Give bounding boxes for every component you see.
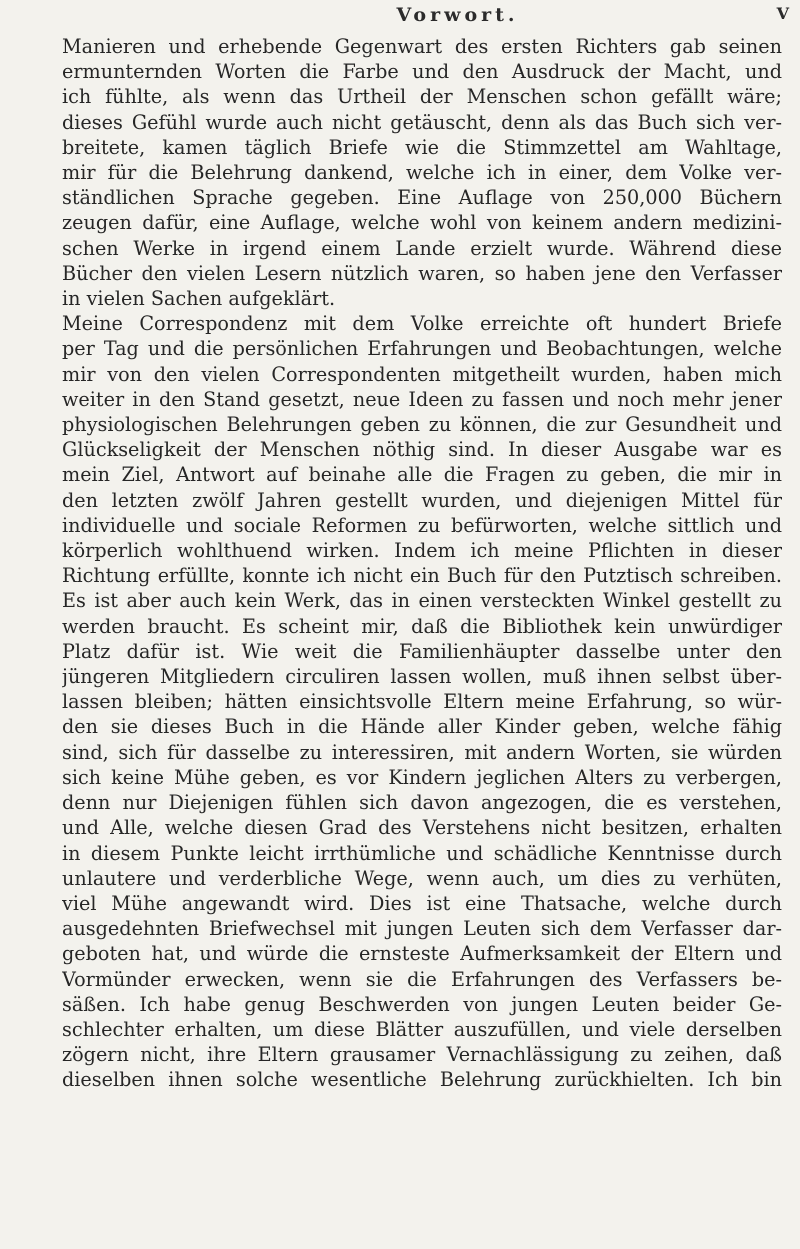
- text-line: viel Mühe angewandt wird. Dies ist eine Thatsache, welche durch: [62, 891, 782, 915]
- text-line: säßen. Ich habe genug Beschwerden von jungen Leuten beider Ge-: [62, 992, 782, 1016]
- text-line: körperlich wohlthuend wirken. Indem ich meine Pflichten in dieser: [62, 539, 782, 563]
- text-line: ermunternden Worten die Farbe und den Ausdruck der Macht, und: [62, 60, 782, 84]
- text-line: zögern nicht, ihre Eltern grausamer Vernachlässigung zu zeihen, daß: [62, 1043, 782, 1067]
- text-line: mein Ziel, Antwort auf beinahe alle die Fragen zu geben, die mir in: [62, 463, 782, 487]
- running-head: Vorwort.: [396, 4, 519, 26]
- text-line: Manieren und erhebende Gegenwart des ersten Richters gab seinen: [62, 35, 782, 58]
- text-line: ausgedehnten Briefwechsel mit jungen Leuten sich dem Verfasser dar-: [62, 917, 782, 941]
- text-line: den letzten zwölf Jahren gestellt wurden, und diejenigen Mittel für: [62, 488, 782, 512]
- text-line: per Tag und die persönlichen Erfahrungen und Beobachtungen, welche: [62, 337, 782, 361]
- text-line: lassen bleiben; hätten einsichtsvolle Eltern meine Erfahrung, so wür-: [62, 690, 782, 714]
- text-line: mir von den vielen Correspondenten mitgetheilt wurden, haben mich: [62, 362, 782, 386]
- text-line: den sie dieses Buch in die Hände aller Kinder geben, welche fähig: [62, 715, 782, 739]
- text-line: breitete, kamen täglich Briefe wie die Stimmzettel am Wahltage,: [62, 135, 782, 159]
- text-line: mir für die Belehrung dankend, welche ich in einer, dem Volke ver-: [62, 161, 782, 185]
- text-line: Bücher den vielen Lesern nützlich waren, so haben jene den Verfasser: [62, 261, 782, 285]
- text-line: dieses Gefühl wurde auch nicht getäuscht, denn als das Buch sich ver-: [62, 110, 782, 134]
- text-line: ich fühlte, als wenn das Urtheil der Menschen schon gefällt wäre;: [62, 85, 782, 109]
- text-line: schlechter erhalten, um diese Blätter auszufüllen, und viele derselben: [62, 1017, 782, 1041]
- text-line: physiologischen Belehrungen geben zu können, die zur Gesundheit und: [62, 413, 782, 437]
- text-line: individuelle und sociale Reformen zu befürworten, welche sittlich und: [62, 513, 782, 537]
- text-line: sind, sich für dasselbe zu interessiren, mit andern Worten, sie würden: [62, 740, 782, 764]
- text-line: weiter in den Stand gesetzt, neue Ideen zu fassen und noch mehr jener: [62, 387, 782, 411]
- text-line: und Alle, welche diesen Grad des Verstehens nicht besitzen, erhalten: [62, 816, 782, 840]
- page-number: V: [776, 4, 789, 23]
- text-line: dieselben ihnen solche wesentliche Belehrung zurückhielten. Ich bin: [62, 1068, 782, 1092]
- text-line: schen Werke in irgend einem Lande erzielt wurde. Während diese: [62, 236, 782, 260]
- text-line: Platz dafür ist. Wie weit die Familienhäupter dasselbe unter den: [62, 639, 782, 663]
- text-line: werden braucht. Es scheint mir, daß die Bibliothek kein unwürdiger: [62, 614, 782, 638]
- text-line: jüngeren Mitgliedern circuliren lassen wollen, muß ihnen selbst über-: [62, 665, 782, 689]
- text-line: geboten hat, und würde die ernsteste Aufmerksamkeit der Eltern und: [62, 942, 782, 966]
- text-line: Glückseligkeit der Menschen nöthig sind. In dieser Ausgabe war es: [62, 438, 782, 462]
- text-line: denn nur Diejenigen fühlen sich davon angezogen, die es verstehen,: [62, 791, 782, 815]
- text-line: in vielen Sachen aufgeklärt.: [62, 287, 336, 311]
- text-line: Es ist aber auch kein Werk, das in einen versteckten Winkel gestellt zu: [62, 589, 782, 613]
- text-line: sich keine Mühe geben, es vor Kindern jeglichen Alters zu verbergen,: [62, 765, 782, 789]
- text-line: Vormünder erwecken, wenn sie die Erfahrungen des Verfassers be-: [62, 967, 782, 991]
- text-line: Richtung erfüllte, konnte ich nicht ein Buch für den Putztisch schreiben.: [62, 564, 782, 588]
- text-line: ständlichen Sprache gegeben. Eine Auflage von 250,000 Büchern: [62, 186, 782, 210]
- text-line: unlautere und verderbliche Wege, wenn auch, um dies zu verhüten,: [62, 866, 782, 890]
- text-line: zeugen dafür, eine Auflage, welche wohl von keinem andern medizini-: [62, 211, 782, 235]
- body-text: [62, 34, 782, 1093]
- page-header: [60, 4, 795, 28]
- text-line: in diesem Punkte leicht irrthümliche und schädliche Kenntnisse durch: [62, 841, 782, 865]
- text-line: Meine Correspondenz mit dem Volke erreichte oft hundert Briefe: [62, 312, 782, 336]
